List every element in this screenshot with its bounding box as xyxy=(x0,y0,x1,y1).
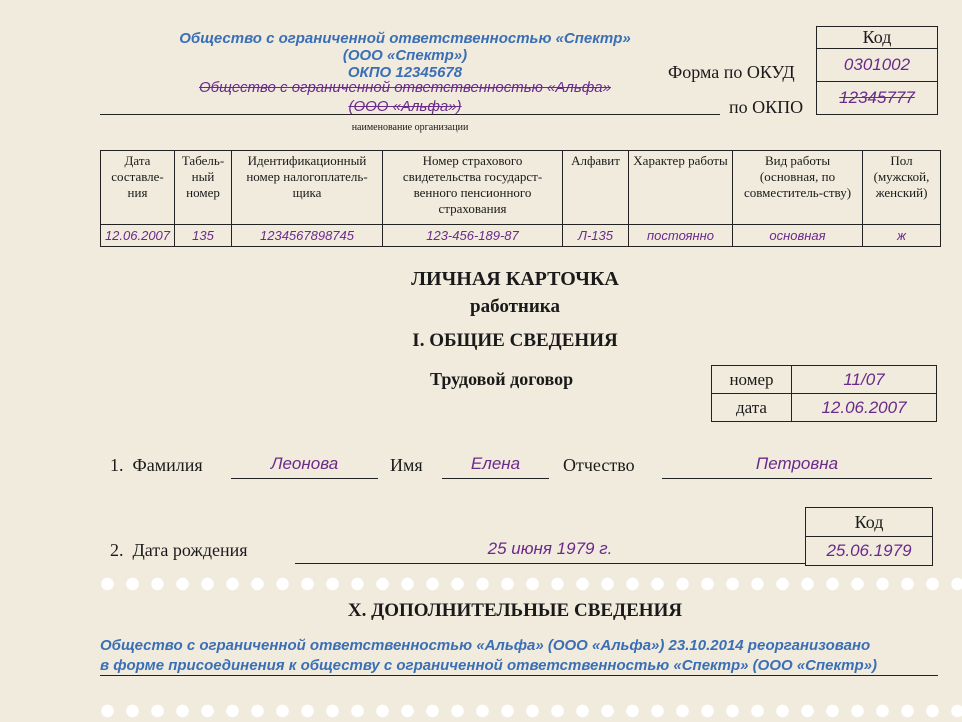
org-line xyxy=(100,114,720,115)
page-subtitle: работника xyxy=(470,296,560,317)
note-line-2: в форме присоединения к обществу с ограниченной ответственностью «Спектр» (ООО «Спектр») xyxy=(100,657,877,674)
birth-num: 2. xyxy=(110,540,124,560)
col-header: Вид работы (основная, по совместитель-ству) xyxy=(733,151,863,225)
note-line-1: Общество с ограниченной ответственностью «Альфа» (ООО «Альфа») 23.10.2014 реорганизовано xyxy=(100,637,871,654)
surname-value: Леонова xyxy=(231,454,378,479)
col-header: Идентификационный номер налогоплатель-щика xyxy=(232,151,383,225)
org-caption: наименование организации xyxy=(351,122,469,133)
table-cell: 135 xyxy=(175,225,232,247)
table-cell: 1234567898745 xyxy=(232,225,383,247)
codes-header: Код xyxy=(817,27,938,49)
org-new-block xyxy=(100,30,710,81)
contract-label: Трудовой договор xyxy=(430,369,574,389)
org-new-name: Общество с ограниченной ответственностью «Спектр» xyxy=(179,30,631,47)
col-header: Номер страхового свидетельства государст-венного пенсионного страхования xyxy=(383,151,563,225)
note-line xyxy=(100,675,938,676)
birth-value: 25 июня 1979 г. xyxy=(295,539,805,564)
section10-title: X. ДОПОЛНИТЕЛЬНЫЕ СВЕДЕНИЯ xyxy=(347,600,683,621)
table-cell: основная xyxy=(733,225,863,247)
col-header: Характер работы xyxy=(629,151,733,225)
section1-title: I. ОБЩИЕ СВЕДЕНИЯ xyxy=(412,330,618,351)
org-old-block xyxy=(100,78,710,116)
okud-value: 0301002 xyxy=(817,49,938,82)
col-header: Алфавит xyxy=(563,151,629,225)
patronymic-value: Петровна xyxy=(662,454,932,479)
table-cell: 123-456-189-87 xyxy=(383,225,563,247)
table-cell: Л-135 xyxy=(563,225,629,247)
name-row xyxy=(110,455,203,476)
okpo-label: по ОКПО xyxy=(729,97,804,117)
contract-number-value: 11/07 xyxy=(792,366,937,394)
col-header: Табель-ный номер xyxy=(175,151,232,225)
okpo-value: 12345777 xyxy=(817,82,938,115)
org-new-short: (ООО «Спектр») xyxy=(342,47,468,64)
okud-label: Форма по ОКУД xyxy=(668,62,795,82)
birth-code-header: Код xyxy=(806,508,933,537)
tear-line-top xyxy=(95,573,962,595)
org-new-okpo: ОКПО 12345678 xyxy=(347,64,463,81)
birth-code-table xyxy=(805,507,933,566)
org-old-name: Общество с ограниченной ответственностью «Альфа» xyxy=(199,79,611,96)
header-table xyxy=(100,150,941,247)
contract-date-value: 12.06.2007 xyxy=(792,394,937,422)
additional-note xyxy=(100,636,877,676)
birth-code-value: 25.06.1979 xyxy=(806,537,933,566)
col-header: Пол (мужской, женский) xyxy=(863,151,941,225)
codes-table xyxy=(816,26,938,115)
org-old-short: (ООО «Альфа») xyxy=(348,98,462,115)
first-name-label: Имя xyxy=(390,455,423,475)
contract-table xyxy=(711,365,937,422)
contract-number-label: номер xyxy=(712,366,792,394)
birth-row xyxy=(110,540,248,561)
first-name-value: Елена xyxy=(442,454,549,479)
birth-label: Дата рождения xyxy=(132,540,248,560)
surname-label: Фамилия xyxy=(132,455,203,475)
patronymic-label: Отчество xyxy=(563,455,635,475)
col-header: Дата составле-ния xyxy=(101,151,175,225)
table-cell: 12.06.2007 xyxy=(101,225,175,247)
contract-date-label: дата xyxy=(712,394,792,422)
table-cell: ж xyxy=(863,225,941,247)
name-num: 1. xyxy=(110,455,124,475)
table-cell: постоянно xyxy=(629,225,733,247)
page-title: ЛИЧНАЯ КАРТОЧКА xyxy=(411,268,619,290)
tear-line-bottom xyxy=(95,700,962,722)
